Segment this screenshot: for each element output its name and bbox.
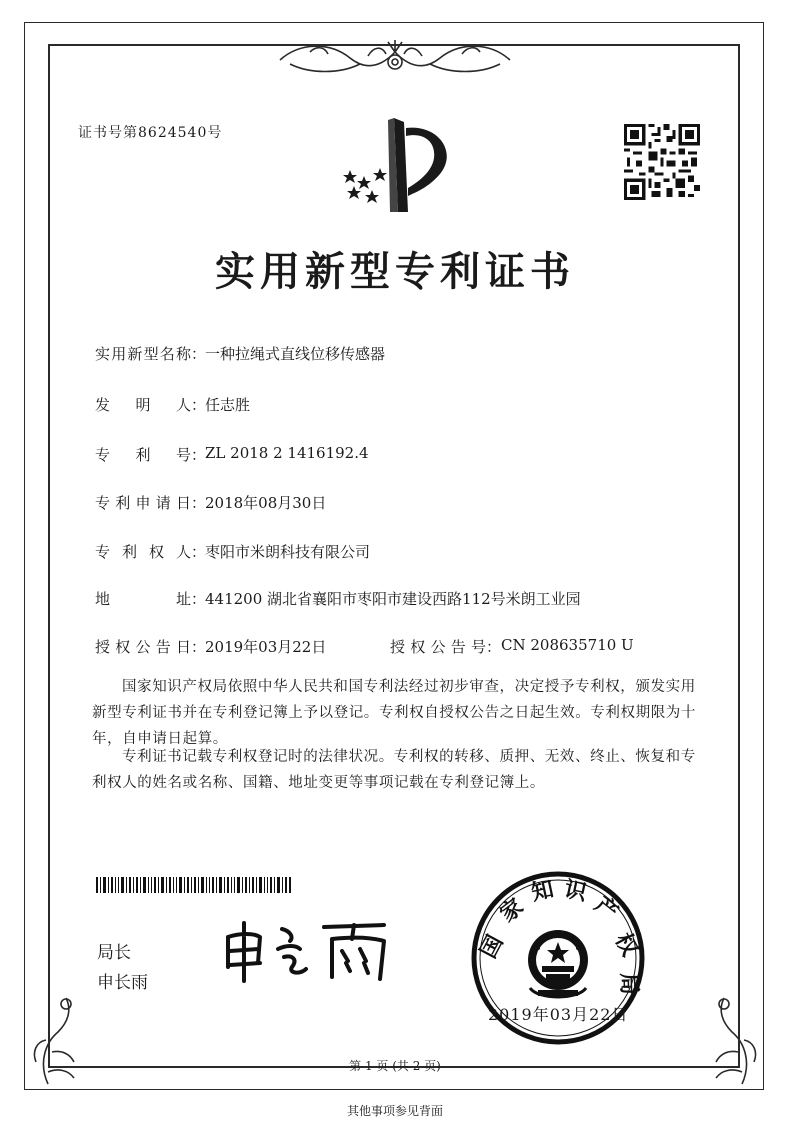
seal-date: 2019年03月22日 (488, 1005, 629, 1024)
body-paragraph-1: 国家知识产权局依照中华人民共和国专利法经过初步审查，决定授予专利权，颁发实用新型专利证书并在专利登记簿上予以登记。专利权自授权公告之日起生效。专利权期限为十年，自申请日起算。 (92, 679, 696, 747)
field-value: CN 208635710 U (501, 636, 634, 654)
field-inventor: 发明人 ： 任志胜 (95, 396, 251, 414)
svg-text:知: 知 (529, 877, 557, 907)
signatory-position: 局长 (97, 943, 131, 963)
field-value: 2019年03月22日 (205, 638, 327, 656)
svg-text:国: 国 (476, 931, 509, 963)
footer-note: 其他事项参见背面 (346, 1104, 443, 1118)
field-value: 一种拉绳式直线位移传感器 (205, 345, 386, 363)
svg-text:局: 局 (615, 972, 642, 996)
field-value: 2018年08月30日 (205, 494, 327, 512)
body-paragraph-2: 专利证书记载专利权登记时的法律状况。专利权的转移、质押、无效、终止、恢复和专利权人的姓名或名称、国籍、地址变更等事项记载在专利登记簿上。 (92, 749, 696, 791)
field-application-date: 专利申请日 ： 2018年08月30日 (95, 494, 327, 512)
handwritten-signature-icon (220, 915, 400, 985)
field-label: 专利申请日 (95, 494, 191, 512)
field-utility-model-name: 实用新型名称 ： 一种拉绳式直线位移传感器 (95, 345, 386, 363)
field-value: 任志胜 (205, 396, 251, 414)
certificate-title: 实用新型专利证书 (215, 249, 575, 295)
field-patentee: 专利权人 ： 枣阳市米朗科技有限公司 (95, 543, 371, 561)
field-grant-date: 授权公告日 ： 2019年03月22日 (95, 638, 327, 656)
field-label: 地址 (95, 590, 191, 608)
svg-text:家: 家 (495, 894, 529, 928)
qr-code-icon (624, 124, 700, 200)
field-value: 枣阳市米朗科技有限公司 (205, 543, 371, 561)
field-value: 441200 湖北省襄阳市枣阳市建设西路112号米朗工业园 (205, 590, 581, 608)
page-number: 第 1 页 (共 2 页) (349, 1059, 441, 1073)
field-label: 发明人 (95, 396, 191, 414)
field-label: 实用新型名称 (95, 345, 191, 363)
field-announcement-number: 授权公告号 ： CN 208635710 U (390, 636, 634, 656)
field-label: 授权公告号 (390, 638, 486, 656)
svg-text:识: 识 (561, 877, 589, 907)
barcode-icon (96, 877, 292, 893)
svg-text:产: 产 (589, 892, 623, 926)
cnipa-logo-icon (328, 112, 458, 222)
svg-text:权: 权 (609, 929, 642, 961)
field-address: 地址 ： 441200 湖北省襄阳市枣阳市建设西路112号米朗工业园 (95, 590, 581, 608)
field-value: ZL 2018 2 1416192.4 (205, 444, 369, 462)
field-label: 专利号 (95, 446, 191, 464)
certificate-number: 证书号第8624540号 (78, 125, 223, 141)
top-ornament-icon (270, 38, 520, 82)
signatory-name: 申长雨 (97, 973, 148, 993)
field-label: 授权公告日 (95, 638, 191, 656)
field-label: 专利权人 (95, 543, 191, 561)
field-patent-number: 专利号 ： ZL 2018 2 1416192.4 (95, 444, 369, 464)
